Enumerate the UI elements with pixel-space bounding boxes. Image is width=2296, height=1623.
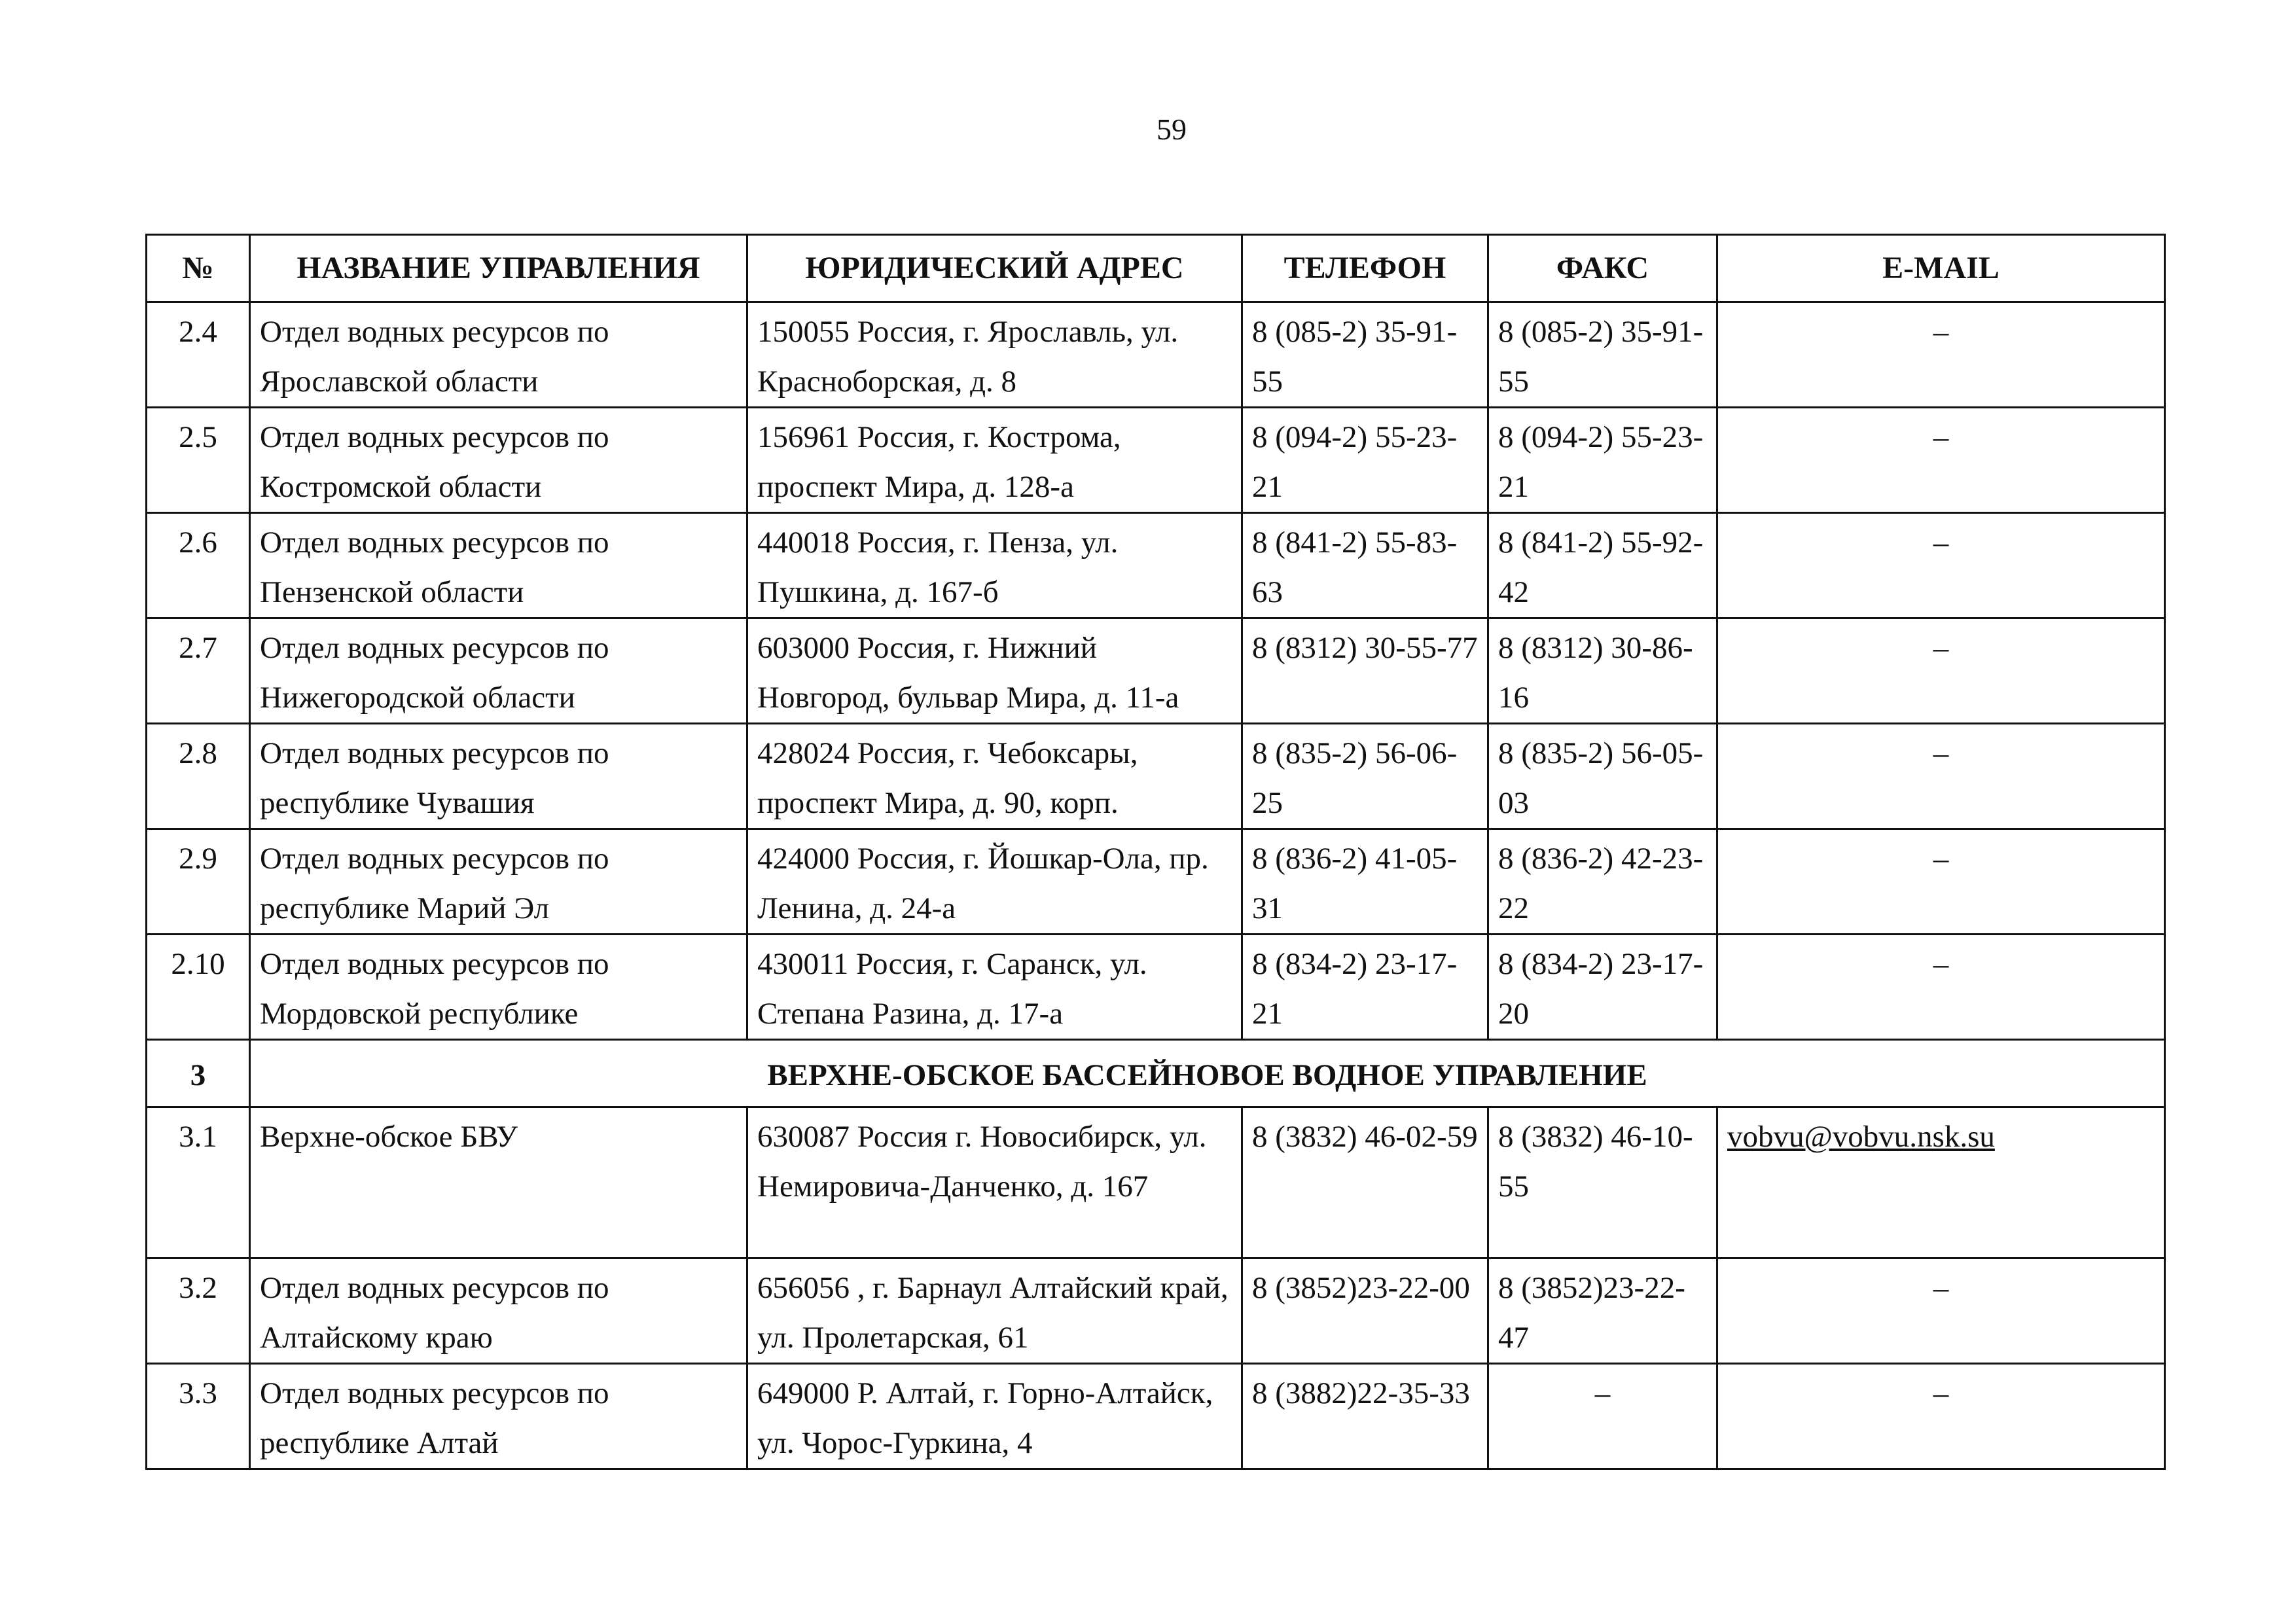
authority-name: Отдел водных ресурсов по республике Чувашия [250,724,747,829]
email: – [1717,1364,2165,1469]
fax: 8 (836-2) 42-23-22 [1488,829,1717,935]
phone: 8 (3832) 46-02-59 [1242,1107,1488,1258]
header-phone: ТЕЛЕФОН [1242,235,1488,302]
table-row [147,618,2165,724]
legal-address: 150055 Россия, г. Ярославль, ул. Красноборская, д. 8 [747,302,1242,408]
row-number: 3.2 [147,1258,250,1364]
email: – [1717,1258,2165,1364]
row-number: 3.3 [147,1364,250,1469]
water-authorities-table [145,234,2166,1470]
table-row [147,829,2165,935]
table-header-row [147,235,2165,302]
phone: 8 (834-2) 23-17-21 [1242,935,1488,1040]
phone: 8 (085-2) 35-91-55 [1242,302,1488,408]
section-title: ВЕРХНЕ-ОБСКОЕ БАССЕЙНОВОЕ ВОДНОЕ УПРАВЛЕНИЕ [250,1040,2165,1107]
phone: 8 (3882)22-35-33 [1242,1364,1488,1469]
authority-name: Отдел водных ресурсов по Ярославской области [250,302,747,408]
authority-name: Отдел водных ресурсов по республике Марий Эл [250,829,747,935]
email [1717,1107,2165,1258]
section-number: 3 [147,1040,250,1107]
email: – [1717,935,2165,1040]
fax: 8 (3832) 46-10-55 [1488,1107,1717,1258]
authority-name: Отдел водных ресурсов по Пензенской области [250,513,747,618]
email: – [1717,724,2165,829]
authority-name: Отдел водных ресурсов по Нижегородской области [250,618,747,724]
table-row [147,724,2165,829]
fax: 8 (3852)23-22-47 [1488,1258,1717,1364]
fax: 8 (085-2) 35-91-55 [1488,302,1717,408]
legal-address: 428024 Россия, г. Чебоксары, проспект Мира, д. 90, корп. [747,724,1242,829]
legal-address: 430011 Россия, г. Саранск, ул. Степана Разина, д. 17-а [747,935,1242,1040]
fax: – [1488,1364,1717,1469]
table-row [147,1364,2165,1469]
email: – [1717,618,2165,724]
authority-name: Отдел водных ресурсов по республике Алтай [250,1364,747,1469]
authority-name: Отдел водных ресурсов по Алтайскому краю [250,1258,747,1364]
legal-address: 440018 Россия, г. Пенза, ул. Пушкина, д. 167-б [747,513,1242,618]
table-row [147,1107,2165,1258]
header-name: НАЗВАНИЕ УПРАВЛЕНИЯ [250,235,747,302]
legal-address: 424000 Россия, г. Йошкар-Ола, пр. Ленина, д. 24-а [747,829,1242,935]
email: – [1717,829,2165,935]
table-row [147,1258,2165,1364]
row-number: 2.10 [147,935,250,1040]
fax: 8 (094-2) 55-23-21 [1488,408,1717,513]
table-row [147,935,2165,1040]
table-row [147,513,2165,618]
table-row [147,302,2165,408]
phone: 8 (8312) 30-55-77 [1242,618,1488,724]
header-fax: ФАКС [1488,235,1717,302]
header-number: № [147,235,250,302]
legal-address: 656056 , г. Барнаул Алтайский край, ул. Пролетарская, 61 [747,1258,1242,1364]
authority-name: Верхне-обское БВУ [250,1107,747,1258]
legal-address: 630087 Россия г. Новосибирск, ул. Немировича-Данченко, д. 167 [747,1107,1242,1258]
email: – [1717,302,2165,408]
legal-address: 603000 Россия, г. Нижний Новгород, бульвар Мира, д. 11-а [747,618,1242,724]
phone: 8 (835-2) 56-06-25 [1242,724,1488,829]
email: – [1717,513,2165,618]
fax: 8 (841-2) 55-92-42 [1488,513,1717,618]
phone: 8 (094-2) 55-23-21 [1242,408,1488,513]
phone: 8 (841-2) 55-83-63 [1242,513,1488,618]
row-number: 2.9 [147,829,250,935]
phone: 8 (3852)23-22-00 [1242,1258,1488,1364]
email: – [1717,408,2165,513]
table-row [147,408,2165,513]
phone: 8 (836-2) 41-05-31 [1242,829,1488,935]
row-number: 2.5 [147,408,250,513]
row-number: 2.8 [147,724,250,829]
header-address: ЮРИДИЧЕСКИЙ АДРЕС [747,235,1242,302]
section-row [147,1040,2165,1107]
header-email: E-MAIL [1717,235,2165,302]
legal-address: 156961 Россия, г. Кострома, проспект Мира, д. 128-а [747,408,1242,513]
email-link[interactable]: vobvu@vobvu.nsk.su [1727,1120,1995,1154]
fax: 8 (834-2) 23-17-20 [1488,935,1717,1040]
fax: 8 (8312) 30-86-16 [1488,618,1717,724]
page-number: 59 [1157,113,1187,146]
legal-address: 649000 Р. Алтай, г. Горно-Алтайск, ул. Чорос-Гуркина, 4 [747,1364,1242,1469]
row-number: 2.6 [147,513,250,618]
fax: 8 (835-2) 56-05-03 [1488,724,1717,829]
row-number: 3.1 [147,1107,250,1258]
authority-name: Отдел водных ресурсов по Костромской области [250,408,747,513]
row-number: 2.4 [147,302,250,408]
authority-name: Отдел водных ресурсов по Мордовской республике [250,935,747,1040]
row-number: 2.7 [147,618,250,724]
